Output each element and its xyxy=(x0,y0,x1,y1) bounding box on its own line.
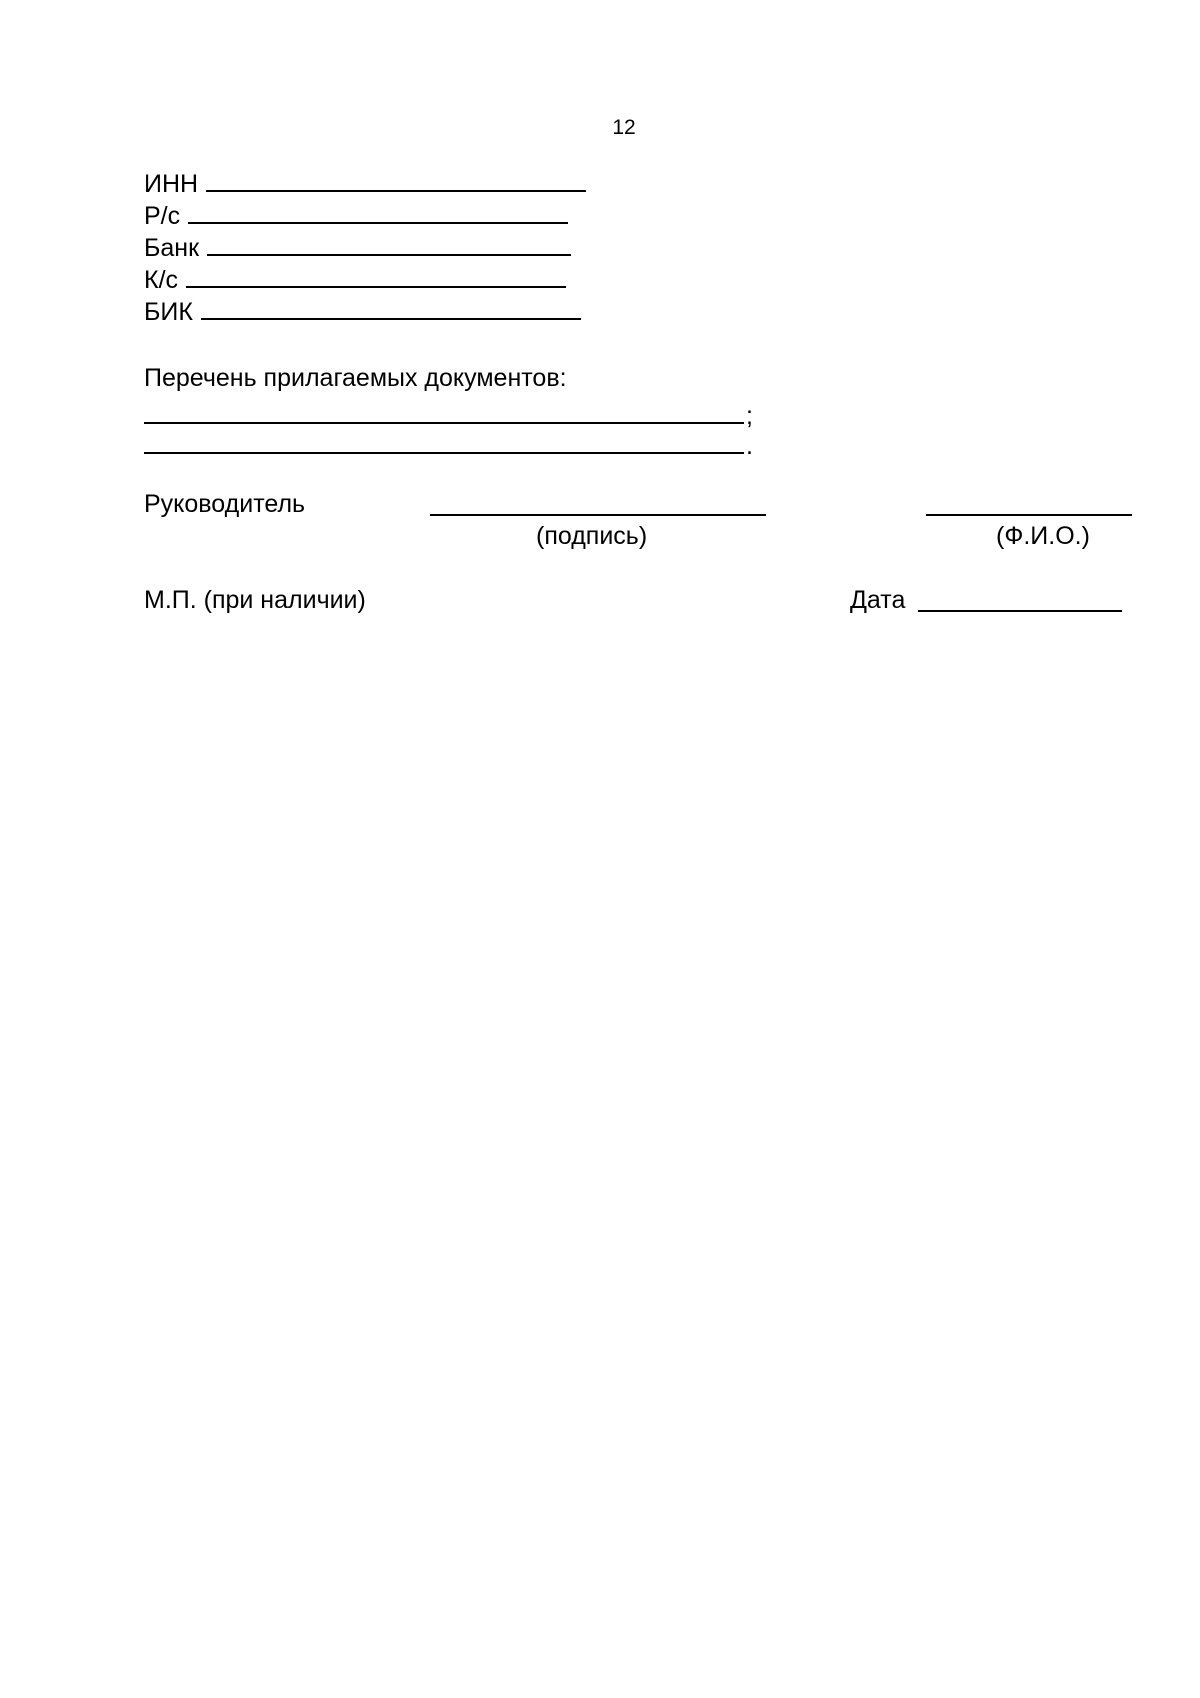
inn-label: ИНН xyxy=(144,170,199,198)
bik-label: БИК xyxy=(144,298,193,326)
attachment-input-line[interactable] xyxy=(144,428,744,454)
bank-input-line[interactable] xyxy=(207,232,571,256)
full-name-caption: (Ф.И.О.) xyxy=(996,522,1090,550)
bank-field xyxy=(144,232,571,264)
attachment-line-ending: . xyxy=(746,432,753,460)
signature-caption: (подпись) xyxy=(536,522,648,550)
bik-input-line[interactable] xyxy=(201,296,581,320)
corr-account-label: К/с xyxy=(144,266,179,294)
date-label: Дата xyxy=(850,586,906,614)
bank-label: Банк xyxy=(144,234,200,262)
inn-field xyxy=(144,168,586,200)
corr-account-input-line[interactable] xyxy=(186,264,566,288)
account-field xyxy=(144,200,568,232)
signature-input-line[interactable] xyxy=(430,514,766,516)
page-number: 12 xyxy=(612,116,636,139)
inn-input-line[interactable] xyxy=(206,168,586,192)
full-name-input-line[interactable] xyxy=(926,514,1132,516)
date-input-line[interactable] xyxy=(918,610,1122,612)
stamp-label: М.П. (при наличии) xyxy=(144,586,366,614)
bik-field xyxy=(144,296,581,328)
attachments-title: Перечень прилагаемых документов: xyxy=(144,364,567,392)
attachment-input-line[interactable] xyxy=(144,398,744,424)
manager-label: Руководитель xyxy=(144,490,306,518)
account-label: Р/с xyxy=(144,202,181,230)
attachment-line-ending: ; xyxy=(746,402,753,430)
attachment-row xyxy=(144,428,753,462)
account-input-line[interactable] xyxy=(188,200,568,224)
attachment-row xyxy=(144,398,753,432)
corr-account-field xyxy=(144,264,566,296)
